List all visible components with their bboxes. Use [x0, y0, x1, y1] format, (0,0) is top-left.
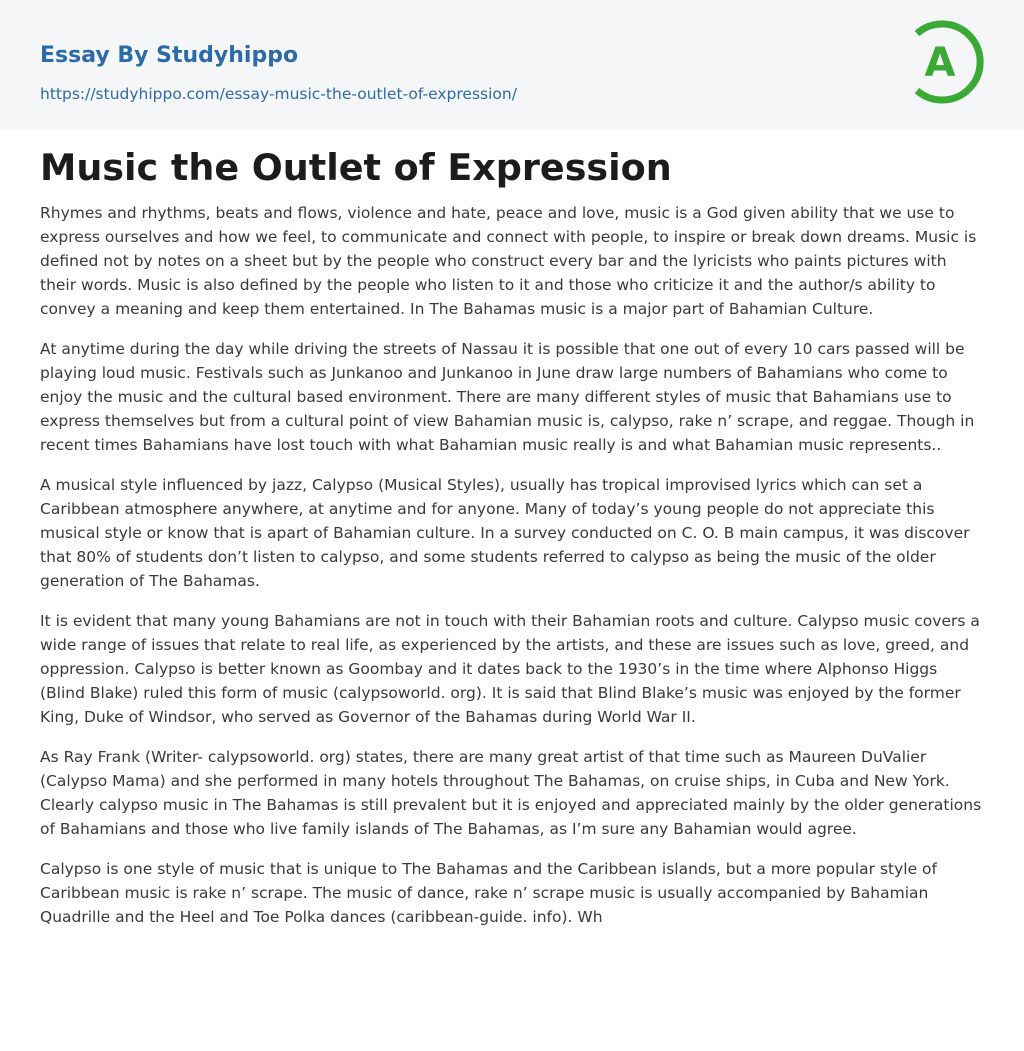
paragraph-1: Rhymes and rhythms, beats and flows, violence and hate, peace and love, music is a God given ability that we use to express ourselves and how we feel, to communicate and connect with people, to inspire or break down dreams. Music is defined not by notes on a sheet but by the people who construct every bar and the lyricists who paints pictures with their words. Music is also defined by the people who listen to it and those who criticize it and the author/s ability to convey a meaning and keep them entertained. In The Bahamas music is a major part of Bahamian Culture.	[40, 204, 977, 318]
site-title[interactable]: Essay By Studyhippo	[40, 43, 299, 68]
paragraph-4: It is evident that many young Bahamians are not in touch with their Bahamian roots and culture. Calypso music covers a wide range of issues that relate to real life, as experienced by the artists, and these are issues such as love, greed, and oppression. Calypso is better known as Goombay and it dates back to the 1930’s in the time where Alphonso Higgs (Blind Blake) ruled this form of music (calypsoworld. org). It is said that Blind Blake’s music was enjoyed by the former King, Duke of Windsor, who served as Governor of the Bahamas during World War II.	[40, 612, 980, 726]
logo-ring-icon	[912, 18, 988, 106]
paragraph-6: Calypso is one style of music that is unique to The Bahamas and the Caribbean islands, but a more popular style of Caribbean music is rake n’ scrape. The music of dance, rake n’ scrape music is usually accompanied by Bahamian Quadrille and the Heel and Toe Polka dances (caribbean-guide. info). Wh	[40, 860, 937, 926]
logo-letter: A	[924, 40, 956, 86]
page-title: Music the Outlet of Expression	[40, 146, 672, 189]
paragraph-5: As Ray Frank (Writer- calypsoworld. org) states, there are many great artist of that time such as Maureen DuValier (Calypso Mama) and she performed in many hotels throughout The Bahamas, on cruise ships, in Cuba and New York. Clearly calypso music in The Bahamas is still prevalent but it is enjoyed and appreciated mainly by the older generations of Bahamians and those who live family islands of The Bahamas, as I’m sure any Bahamian would agree.	[40, 748, 982, 838]
paragraph-3: A musical style influenced by jazz, Calypso (Musical Styles), usually has tropical improvised lyrics which can set a Caribbean atmosphere anywhere, at anytime and for anyone. Many of today’s young people do not appreciate this musical style or know that is apart of Bahamian culture. In a survey conducted on C. O. B main campus, it was discover that 80% of students don’t listen to calypso, and some students referred to calypso as being the music of the older generation of The Bahamas.	[40, 476, 970, 590]
paragraph-2: At anytime during the day while driving the streets of Nassau it is possible that one out of every 10 cars passed will be playing loud music. Festivals such as Junkanoo and Junkanoo in June draw large numbers of Bahamians who come to enjoy the music and the cultural based environment. There are many different styles of music that Bahamians use to express themselves but from a cultural point of view Bahamian music is, calypso, rake n’ scrape, and reggae. Though in recent times Bahamians have lost touch with what Bahamian music really is and what Bahamian music represents..	[40, 340, 975, 454]
article	[40, 140, 986, 945]
site-header	[0, 0, 1024, 129]
studyhippo-logo[interactable]	[912, 18, 988, 106]
essay-url-link[interactable]: https://studyhippo.com/essay-music-the-outlet-of-expression/	[40, 85, 517, 103]
